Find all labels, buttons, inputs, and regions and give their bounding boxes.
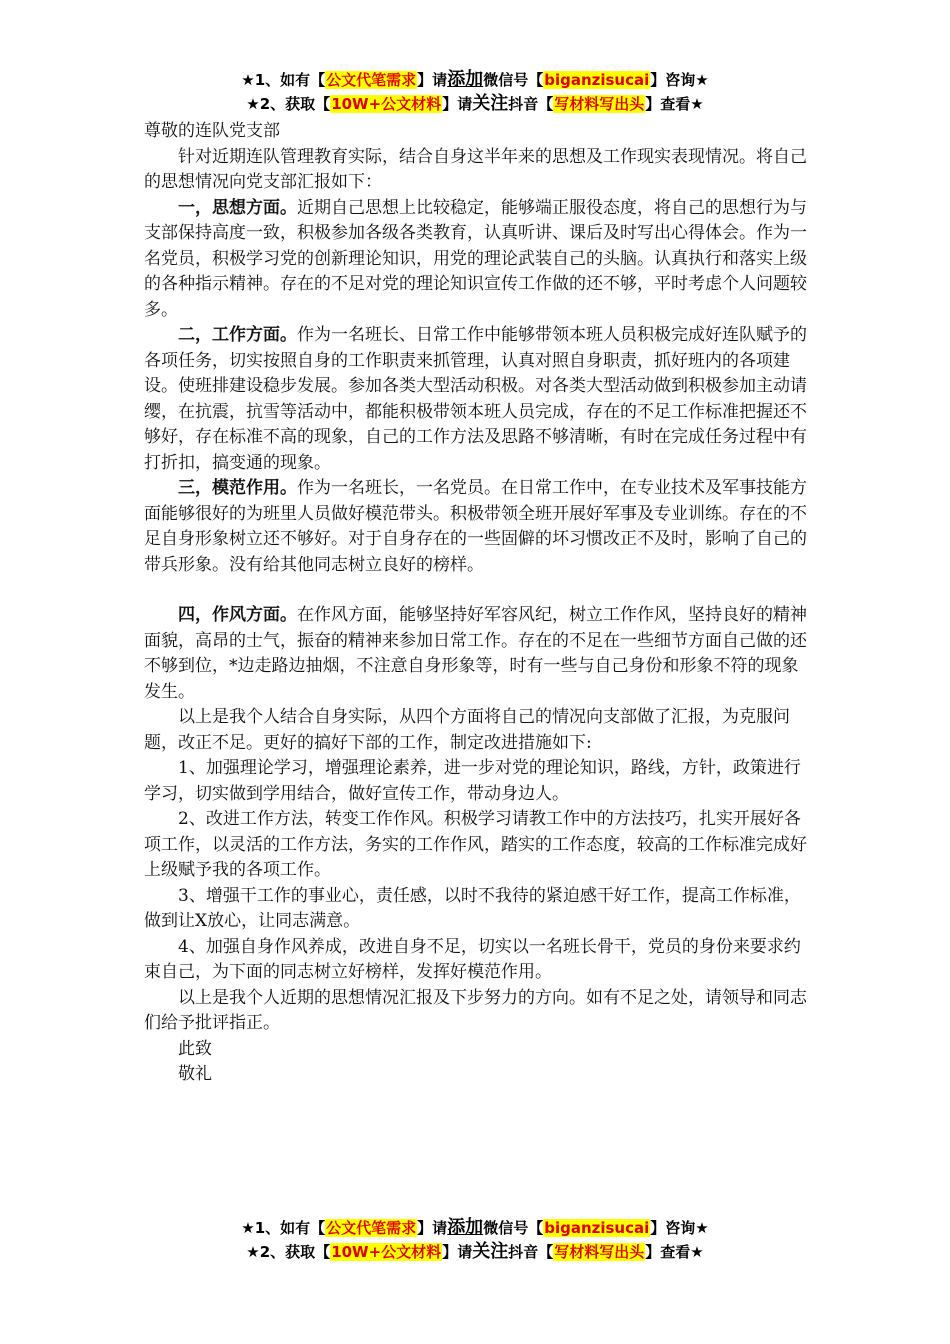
measure-item: 1、加强理论学习，增强理论素养，进一步对党的理论知识，路线，方针，政策进行学习，切实做到学用结合，做好宣传工作，带动身边人。 [144, 758, 801, 804]
promo-emphasis: 添加 [447, 1217, 484, 1238]
promo-text: ★2、获取【 [246, 95, 331, 113]
footer-promo [0, 1216, 950, 1264]
header-promo [0, 68, 950, 116]
promo-line-2 [0, 92, 950, 116]
section-role-model [144, 476, 809, 578]
promo-wechat-id: biganzisucai [544, 71, 650, 89]
promo-text: 】查看★ [645, 95, 704, 113]
promo-highlight: 10W+公文材料 [331, 1243, 442, 1261]
promo-douyin-id: 写材料写出头 [554, 1243, 645, 1261]
promo-text: 微信号【 [483, 71, 544, 89]
promo-text: 微信号【 [483, 1219, 544, 1237]
report-body [144, 119, 809, 1088]
section-text: 近期自己思想上比较稳定，能够端正服役态度，将自己的思想行为与支部保持高度一致，积极参加各级各类教育，认真听讲、课后及时写出心得体会。作为一名党员，积极学习党的创新理论知识，用党的理论武装自己的头脑。认真执行和落实上级的各种指示精神。存在的不足对党的理论知识宣传工作做的还不够，平时考虑个人问题较多。 [144, 197, 807, 320]
promo-highlight: 公文代笔需求 [326, 71, 417, 89]
summary-paragraph: 以上是我个人结合自身实际，从四个方面将自己的情况向支部做了汇报，为克服问题，改正不足。更好的搞好下部的工作，制定改进措施如下: [144, 707, 790, 753]
closing-ci-zhi: 此致 [178, 1038, 212, 1059]
promo-text: 】请 [442, 1243, 473, 1261]
promo-emphasis: 关注 [472, 1241, 509, 1262]
closing-paragraph: 以上是我个人近期的思想情况汇报及下步努力的方向。如有不足之处，请领导和同志们给予批评指正。 [144, 987, 807, 1033]
promo-text: 抖音【 [508, 95, 554, 113]
promo-text: 】请 [442, 95, 473, 113]
promo-wechat-id: biganzisucai [544, 1219, 650, 1237]
section-style [144, 603, 809, 705]
section-work [144, 323, 809, 476]
promo-line-2 [0, 1240, 950, 1264]
promo-douyin-id: 写材料写出头 [554, 95, 645, 113]
promo-text: 抖音【 [508, 1243, 554, 1261]
section-heading: 二，工作方面。 [178, 325, 297, 345]
intro-paragraph: 针对近期连队管理教育实际，结合自身这半年来的思想及工作现实表现情况。将自己的思想情况向党支部汇报如下： [144, 146, 807, 192]
promo-text: 】咨询★ [650, 1219, 709, 1237]
promo-line-1 [0, 68, 950, 92]
section-heading: 一，思想方面。 [178, 197, 297, 218]
measure-item: 4、加强自身作风养成，改进自身不足，切实以一名班长骨干，党员的身份来要求约束自己，为下面的同志树立好榜样，发挥好模范作用。 [144, 936, 801, 982]
closing-jing-li: 敬礼 [178, 1064, 212, 1084]
promo-highlight: 10W+公文材料 [331, 95, 442, 113]
promo-text: 】查看★ [645, 1243, 704, 1261]
promo-text: ★1、如有【 [241, 71, 326, 89]
section-heading: 三，模范作用。 [178, 478, 297, 498]
promo-highlight: 公文代笔需求 [326, 1219, 417, 1237]
measure-item: 3、增强干工作的事业心，责任感，以时不我待的紧迫感干好工作，提高工作标准，做到让X放心，让同志满意。 [144, 885, 801, 931]
section-thought [144, 196, 809, 324]
salutation: 尊敬的连队党支部 [144, 121, 280, 141]
promo-emphasis: 关注 [472, 93, 509, 114]
measure-item: 2、改进工作方法，转变工作作风。积极学习请教工作中的方法技巧，扎实开展好各项工作，以灵活的工作方法，务实的工作作风，踏实的工作态度，较高的工作标准完成好上级赋予我的各项工作。 [144, 809, 807, 880]
section-text: 作为一名班长，一名党员。在日常工作中，在专业技术及军事技能方面能够很好的为班里人员做好模范带头。积极带领全班开展好军事及专业训练。存在的不足自身形象树立还不够好。对于自身存在的一些固僻的坏习惯改正不及时，影响了自己的带兵形象。没有给其他同志树立良好的榜样。 [144, 478, 807, 575]
promo-text: 】请 [417, 71, 448, 89]
promo-text: 】咨询★ [650, 71, 709, 89]
blank-line [144, 578, 809, 603]
promo-text: 】请 [417, 1219, 448, 1237]
promo-emphasis: 添加 [447, 69, 484, 90]
promo-text: ★2、获取【 [246, 1243, 331, 1261]
promo-text: ★1、如有【 [241, 1219, 326, 1237]
section-text: 在作风方面，能够坚持好军容风纪，树立工作作风，坚持良好的精神面貌，高昂的士气，振奋的精神来参加日常工作。存在的不足在一些细节方面自己做的还不够到位，*边走路边抽烟，不注意自身形象等，时有一些与自己身份和形象不符的现象发生。 [144, 605, 807, 702]
section-text: 作为一名班长、日常工作中能够带领本班人员积极完成好连队赋予的各项任务，切实按照自身的工作职责来抓管理，认真对照自身职责，抓好班内的各项建设。使班排建设稳步发展。参加各类大型活动积极。对各类大型活动做到积极参加主动请缨，在抗震，抗雪等活动中，都能积极带领本班人员完成，存在的不足工作标准把握还不够好，存在标准不高的现象，自己的工作方法及思路不够清晰，有时在完成任务过程中有打折扣，搞变通的现象。 [144, 325, 807, 473]
section-heading: 四，作风方面。 [178, 605, 297, 625]
promo-line-1 [0, 1216, 950, 1240]
